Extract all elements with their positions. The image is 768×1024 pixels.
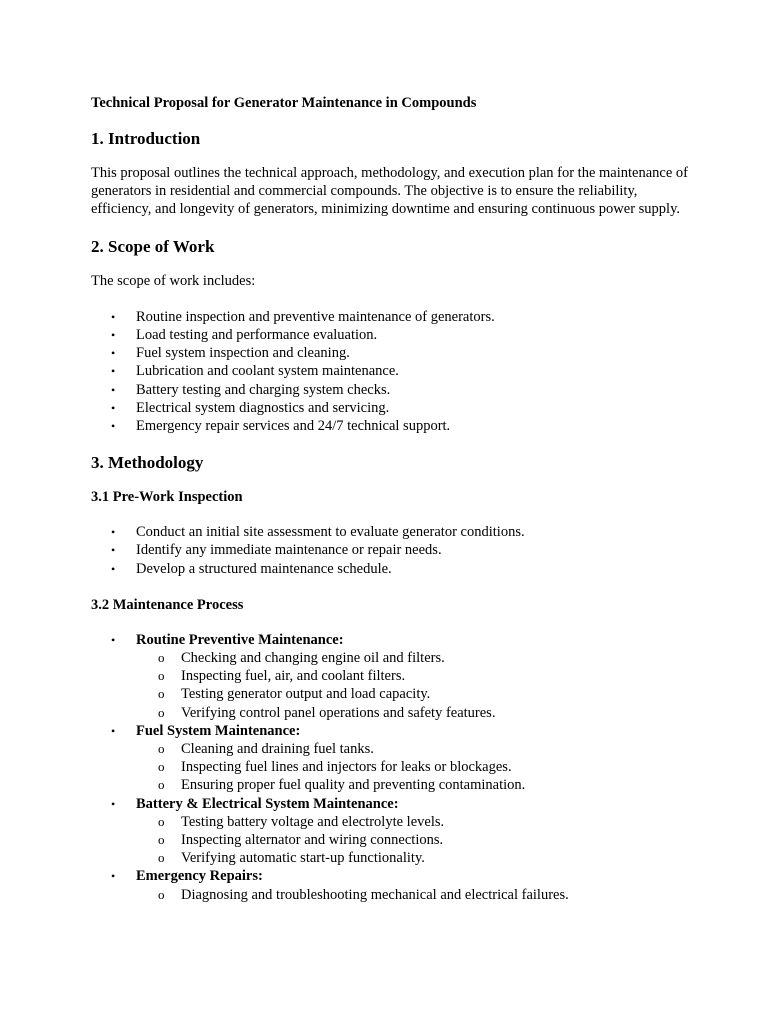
sub-list-item <box>136 685 691 703</box>
bullet-icon: • <box>111 309 116 324</box>
subsection-heading-pre-work: 3.1 Pre-Work Inspection <box>91 489 243 506</box>
bullet-icon: • <box>111 632 116 647</box>
section-heading-methodology: 3. Methodology <box>91 453 204 473</box>
list-item <box>91 326 691 344</box>
circle-bullet-icon: o <box>158 832 165 848</box>
bullet-icon: • <box>111 346 116 361</box>
bullet-icon: • <box>111 543 116 558</box>
list-item-text: Identify any immediate maintenance or repair needs. <box>136 542 442 559</box>
list-item <box>91 560 691 578</box>
list-item <box>91 541 691 559</box>
section-heading-scope: 2. Scope of Work <box>91 236 215 256</box>
sub-list <box>136 813 691 868</box>
sub-list-item <box>136 886 691 904</box>
sub-list-item-text: Diagnosing and troubleshooting mechanical and electrical failures. <box>181 886 569 903</box>
list-item-text: Develop a structured maintenance schedule. <box>136 560 392 577</box>
sub-list-item <box>136 831 691 849</box>
maintenance-process-list <box>91 631 691 904</box>
list-item-text: Lubrication and coolant system maintenance. <box>136 363 399 380</box>
document-title: Technical Proposal for Generator Maintenance in Compounds <box>91 95 477 111</box>
list-item-text: Electrical system diagnostics and servicing. <box>136 399 390 416</box>
circle-bullet-icon: o <box>158 741 165 757</box>
sub-list <box>136 740 691 795</box>
sub-list-item <box>136 758 691 776</box>
sub-list-item <box>136 667 691 685</box>
sub-list-item <box>136 740 691 758</box>
circle-bullet-icon: o <box>158 704 165 720</box>
subsection-heading-maintenance-process: 3.2 Maintenance Process <box>91 596 244 613</box>
bullet-icon: • <box>111 400 116 415</box>
bullet-icon: • <box>111 561 116 576</box>
list-item-text: Load testing and performance evaluation. <box>136 327 378 344</box>
group-label: Fuel System Maintenance: <box>136 722 301 739</box>
scope-lead-text: The scope of work includes: <box>91 272 256 289</box>
list-item <box>91 631 691 722</box>
sub-list-item <box>136 776 691 794</box>
document-page <box>91 94 691 922</box>
bullet-icon: • <box>111 796 116 811</box>
bullet-icon: • <box>111 869 116 884</box>
circle-bullet-icon: o <box>158 813 165 829</box>
circle-bullet-icon: o <box>158 759 165 775</box>
list-item <box>91 344 691 362</box>
sub-list <box>136 649 691 722</box>
list-item-text: Fuel system inspection and cleaning. <box>136 345 350 362</box>
list-item-text: Routine inspection and preventive maintenance of generators. <box>136 308 495 325</box>
circle-bullet-icon: o <box>158 686 165 702</box>
circle-bullet-icon: o <box>158 886 165 902</box>
group-label: Routine Preventive Maintenance: <box>136 631 344 648</box>
bullet-icon: • <box>111 419 116 434</box>
sub-list-item-text: Verifying automatic start-up functionality. <box>181 850 425 867</box>
sub-list-item-text: Cleaning and draining fuel tanks. <box>181 741 374 758</box>
sub-list <box>136 886 691 904</box>
circle-bullet-icon: o <box>158 650 165 666</box>
list-item <box>91 308 691 326</box>
sub-list-item-text: Checking and changing engine oil and filters. <box>181 650 445 667</box>
list-item <box>91 795 691 868</box>
pre-work-list <box>91 523 691 578</box>
scope-list <box>91 308 691 435</box>
circle-bullet-icon: o <box>158 850 165 866</box>
list-item <box>91 867 691 903</box>
sub-list-item-text: Inspecting alternator and wiring connections. <box>181 832 444 849</box>
bullet-icon: • <box>111 723 116 738</box>
sub-list-item <box>136 849 691 867</box>
circle-bullet-icon: o <box>158 668 165 684</box>
sub-list-item-text: Testing battery voltage and electrolyte levels. <box>181 813 445 830</box>
bullet-icon: • <box>111 382 116 397</box>
circle-bullet-icon: o <box>158 777 165 793</box>
list-item <box>91 722 691 795</box>
list-item <box>91 417 691 435</box>
sub-list-item <box>136 649 691 667</box>
bullet-icon: • <box>111 525 116 540</box>
bullet-icon: • <box>111 364 116 379</box>
sub-list-item-text: Inspecting fuel, air, and coolant filters. <box>181 668 406 685</box>
list-item <box>91 362 691 380</box>
list-item <box>91 381 691 399</box>
sub-list-item-text: Verifying control panel operations and safety features. <box>181 704 496 721</box>
sub-list-item-text: Testing generator output and load capacity. <box>181 686 431 703</box>
group-label: Emergency Repairs: <box>136 868 263 885</box>
introduction-paragraph: This proposal outlines the technical approach, methodology, and execution plan for the maintenance of generators in residential and commercial compounds. The objective is to ensure the reliability, efficiency, and longevity of generators, minimizing downtime and ensuring continuous power supply. <box>91 165 688 218</box>
bullet-icon: • <box>111 328 116 343</box>
group-label: Battery & Electrical System Maintenance: <box>136 795 399 812</box>
list-item-text: Conduct an initial site assessment to evaluate generator conditions. <box>136 524 525 541</box>
list-item <box>91 523 691 541</box>
list-item-text: Emergency repair services and 24/7 technical support. <box>136 418 451 435</box>
sub-list-item-text: Ensuring proper fuel quality and preventing contamination. <box>181 777 526 794</box>
section-heading-introduction: 1. Introduction <box>91 129 201 148</box>
sub-list-item <box>136 704 691 722</box>
list-item <box>91 399 691 417</box>
list-item-text: Battery testing and charging system checks. <box>136 381 391 398</box>
sub-list-item <box>136 813 691 831</box>
sub-list-item-text: Inspecting fuel lines and injectors for leaks or blockages. <box>181 759 512 776</box>
